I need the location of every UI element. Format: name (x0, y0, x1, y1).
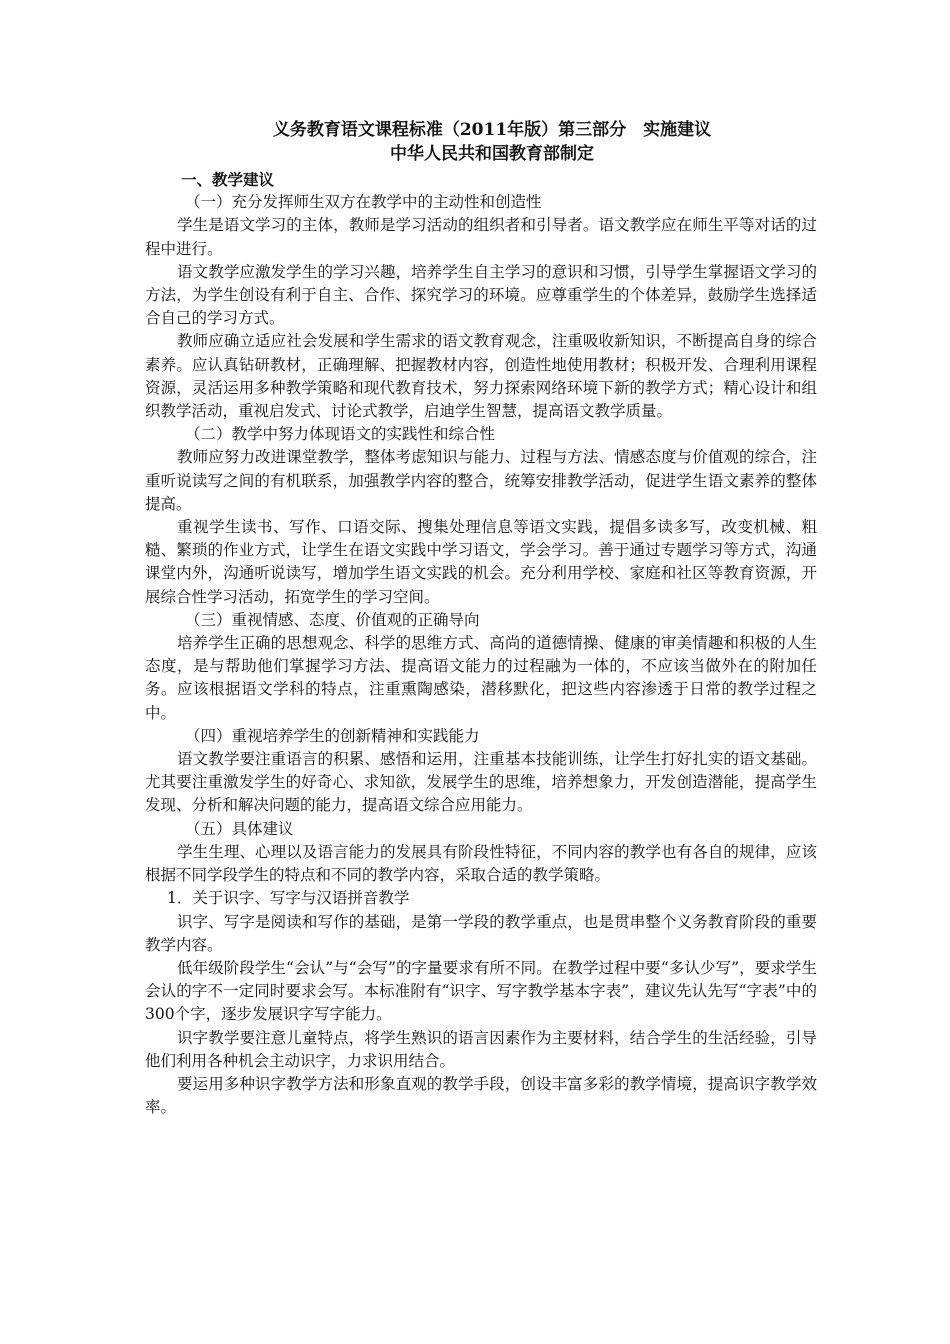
paragraph: 语文教学要注重语言的积累、感悟和运用，注重基本技能训练，让学生打好扎实的语文基础。尤其要注重激发学生的好奇心、求知欲，发展学生的思维，培养想象力，开发创造潜能，提高学生发现、分析和解决问题的能力，提高语文综合应用能力。 (145, 750, 817, 815)
paragraph: 低年级阶段学生“会认”与“会写”的字量要求有所不同。在教学过程中要“多认少写”，要求学生会认的字不一定同时要求会写。本标准附有“识字、写字教学基本字表”，建议先认先写“字表”中的300个字，逐步发展识字写字能力。 (145, 958, 817, 1024)
paragraph: 要运用多种识字教学方法和形象直观的教学手段，创设丰富多彩的教学情境，提高识字教学效率。 (145, 1074, 817, 1117)
subsection-heading: （五）具体建议 (185, 819, 294, 838)
subsection-heading: （一）充分发挥师生双方在教学中的主动性和创造性 (185, 193, 542, 212)
numbered-heading: 1．关于识字、写字与汉语拼音教学 (167, 889, 410, 908)
paragraph: 语文教学应激发学生的学习兴趣，培养学生自主学习的意识和习惯，引导学生掌握语文学习的方法，为学生创设有利于自主、合作、探究学习的环境。应尊重学生的个体差异，鼓励学生选择适合自己的学习方式。 (145, 262, 817, 328)
section-heading: 一、教学建议 (181, 170, 275, 189)
paragraph: 学生生理、心理以及语言能力的发展具有阶段性特征，不同内容的教学也有各自的规律，应该根据不同学段学生的特点和不同的教学内容，采取合适的教学策略。 (145, 842, 817, 885)
paragraph: 识字教学要注意儿童特点，将学生熟识的语言因素作为主要材料，结合学生的生活经验，引导他们利用各种机会主动识字，力求识用结合。 (145, 1028, 817, 1070)
document-title: 义务教育语文课程标准（2011年版）第三部分 实施建议 (272, 120, 712, 140)
document-subtitle: 中华人民共和国教育部制定 (390, 144, 594, 164)
paragraph: 教师应确立适应社会发展和学生需求的语文教育观念，注重吸收新知识，不断提高自身的综合素养。应认真钻研教材，正确理解、把握教材内容，创造性地使用教材；积极开发、合理利用课程资源，灵活运用多种教学策略和现代教育技术，努力探索网络环境下新的教学方式；精心设计和组织教学活动，重视启发式、讨论式教学，启迪学生智慧，提高语文教学质量。 (145, 332, 817, 421)
document-page (145, 118, 817, 1119)
paragraph: 识字、写字是阅读和写作的基础，是第一学段的教学重点，也是贯串整个义务教育阶段的重要教学内容。 (145, 912, 817, 954)
paragraph: 教师应努力改进课堂教学，整体考虑知识与能力、过程与方法、情感态度与价值观的综合，注重听说读写之间的有机联系，加强教学内容的整合，统筹安排教学活动，促进学生语文素养的整体提高。 (145, 448, 817, 513)
paragraph: 培养学生正确的思想观念、科学的思维方式、高尚的道德情操、健康的审美情趣和积极的人生态度，是与帮助他们掌握学习方法、提高语文能力的过程融为一体的，不应该当做外在的附加任务。应该根据语文学科的特点，注重熏陶感染，潜移默化，把这些内容渗透于日常的教学过程之中。 (145, 634, 817, 722)
paragraph: 学生是语文学习的主体，教师是学习活动的组织者和引导者。语文教学应在师生平等对话的过程中进行。 (145, 216, 817, 258)
subsection-heading: （二）教学中努力体现语文的实践性和综合性 (185, 425, 496, 444)
subsection-heading: （三）重视情感、态度、价值观的正确导向 (185, 610, 480, 629)
subsection-heading: （四）重视培养学生的创新精神和实践能力 (185, 726, 480, 745)
paragraph: 重视学生读书、写作、口语交际、搜集处理信息等语文实践，提倡多读多写，改变机械、粗糙、繁琐的作业方式，让学生在语文实践中学习语文，学会学习。善于通过专题学习等方式，沟通课堂内外，沟通听说读写，增加学生语文实践的机会。充分利用学校、家庭和社区等教育资源，开展综合性学习活动，拓宽学生的学习空间。 (145, 518, 817, 606)
